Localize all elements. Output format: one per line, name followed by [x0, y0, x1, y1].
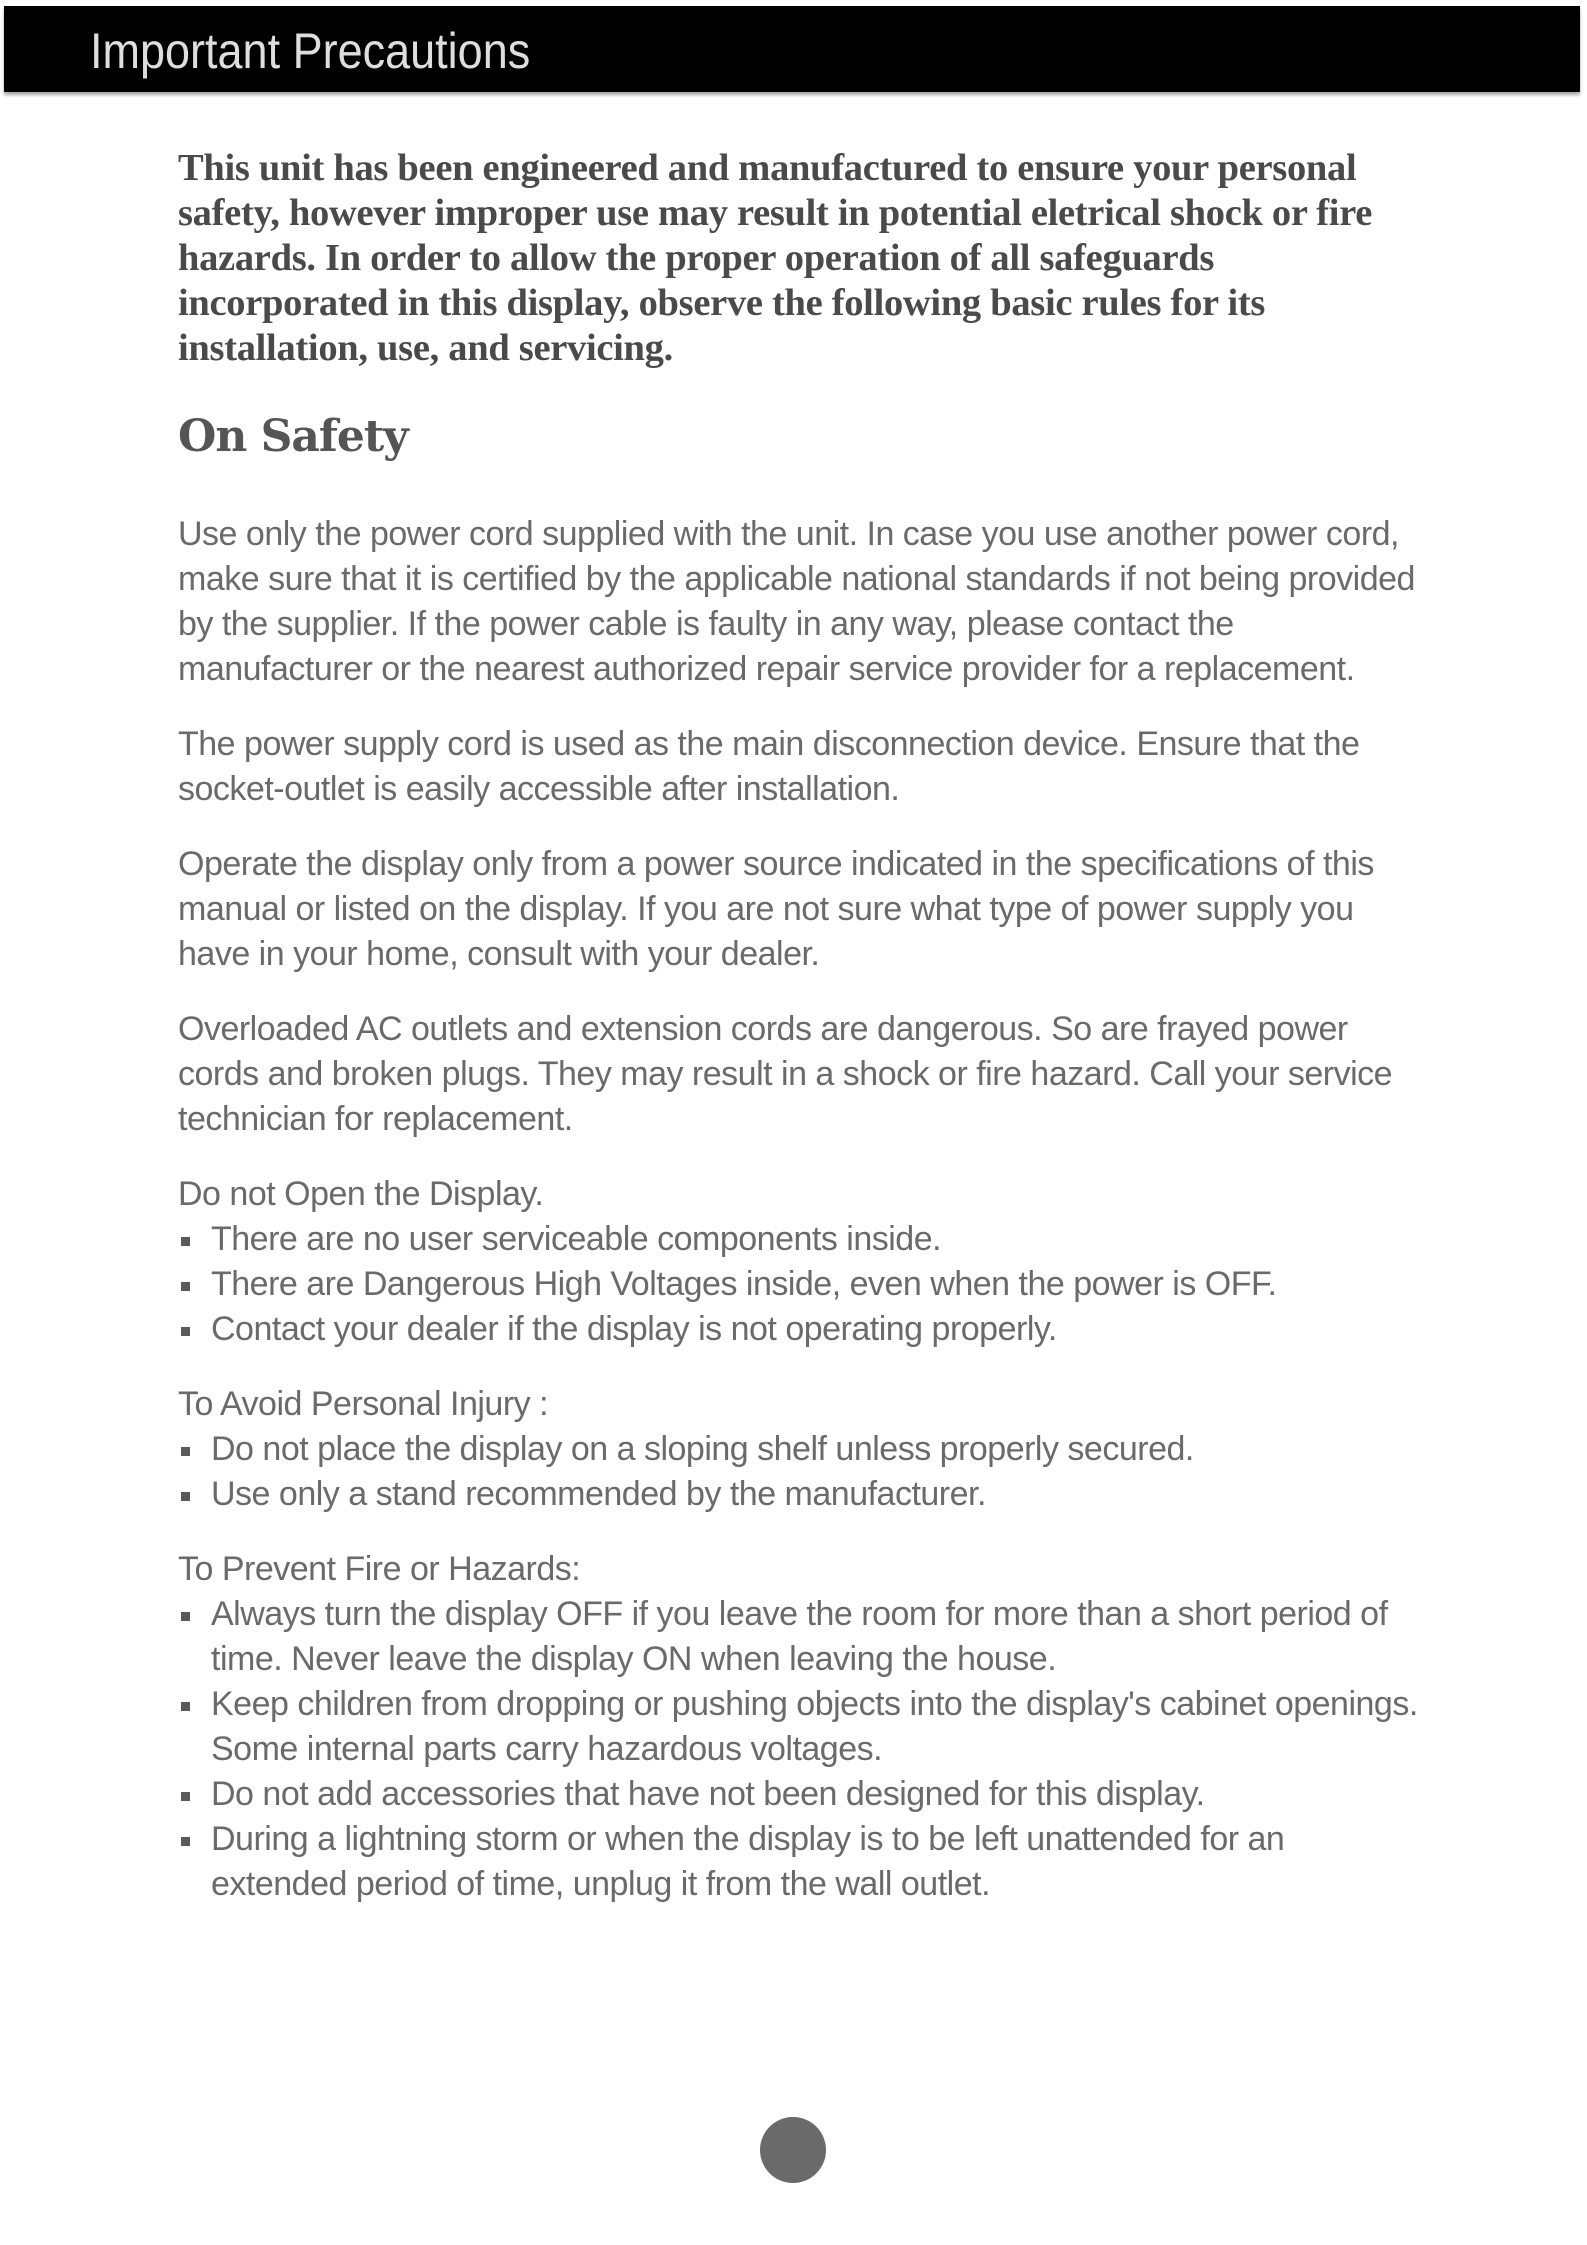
block-do-not-open — [178, 1172, 1428, 1352]
bullet-icon — [181, 1282, 190, 1291]
block-heading: To Avoid Personal Injury : — [178, 1385, 549, 1423]
list-item — [178, 1682, 1428, 1772]
bullet-icon — [181, 1492, 190, 1501]
content — [178, 146, 1428, 1907]
section-body — [178, 512, 1428, 1907]
bullet-icon — [181, 1327, 190, 1336]
bullet-list — [178, 1427, 1428, 1517]
list-item — [178, 1427, 1428, 1472]
list-item-text: Use only a stand recommended by the manufacturer. — [211, 1475, 986, 1513]
bullet-icon — [181, 1702, 190, 1711]
list-item-text: During a lightning storm or when the display is to be left unattended for an extended period of time, unplug it from the wall outlet. — [211, 1820, 1285, 1903]
page-number-dot — [760, 2117, 826, 2183]
paragraph-power-source: Operate the display only from a power source indicated in the specifications of this manual or listed on the display. If you are not sure what type of power supply you have in your home, consult with your dealer. — [178, 845, 1374, 973]
list-item — [178, 1307, 1428, 1352]
list-item — [178, 1262, 1428, 1307]
list-item — [178, 1772, 1428, 1817]
bullet-list — [178, 1217, 1428, 1352]
list-item-text: There are Dangerous High Voltages inside, even when the power is OFF. — [211, 1265, 1277, 1303]
bullet-list — [178, 1592, 1428, 1907]
list-item-text: Do not place the display on a sloping shelf unless properly secured. — [211, 1430, 1194, 1468]
intro-text: This unit has been engineered and manufactured to ensure your personal safety, however improper use may result in potential eletrical shock or fire hazards. In order to allow the proper operation of all safeguards incorporated in this display, observe the following basic rules for its installation, use, and servicing. — [178, 147, 1373, 369]
bullet-icon — [181, 1792, 190, 1801]
list-item-text: Contact your dealer if the display is not operating properly. — [211, 1310, 1057, 1348]
block-heading: Do not Open the Display. — [178, 1175, 544, 1213]
list-item-text: Do not add accessories that have not been designed for this display. — [211, 1775, 1205, 1813]
page-title: Important Precautions — [90, 23, 531, 79]
list-item-text: Always turn the display OFF if you leave the room for more than a short period of time. Never leave the display ON when leaving the house. — [211, 1595, 1388, 1678]
bullet-icon — [181, 1447, 190, 1456]
paragraph-disconnection: The power supply cord is used as the main disconnection device. Ensure that the socket-outlet is easily accessible after installation. — [178, 725, 1360, 808]
list-item — [178, 1472, 1428, 1517]
bullet-icon — [181, 1837, 190, 1846]
section-title: On Safety — [178, 411, 408, 462]
block-heading: To Prevent Fire or Hazards: — [178, 1550, 581, 1588]
list-item — [178, 1217, 1428, 1262]
block-avoid-injury — [178, 1382, 1428, 1517]
list-item — [178, 1817, 1428, 1907]
bullet-icon — [181, 1237, 190, 1246]
list-item — [178, 1592, 1428, 1682]
list-item-text: Keep children from dropping or pushing objects into the display's cabinet openings. Some internal parts carry hazardous voltages. — [211, 1685, 1418, 1768]
paragraph-overloaded-outlets: Overloaded AC outlets and extension cords are dangerous. So are frayed power cords and broken plugs. They may result in a shock or fire hazard. Call your service technician for replacement. — [178, 1010, 1393, 1138]
block-prevent-fire — [178, 1547, 1428, 1907]
list-item-text: There are no user serviceable components inside. — [211, 1220, 942, 1258]
header-bar — [4, 6, 1580, 92]
paragraph-power-cord: Use only the power cord supplied with the unit. In case you use another power cord, make sure that it is certified by the applicable national standards if not being provided by the supplier. If the power cable is faulty in any way, please contact the manufacturer or the nearest authorized repair service provider for a replacement. — [178, 515, 1415, 688]
bullet-icon — [181, 1612, 190, 1621]
